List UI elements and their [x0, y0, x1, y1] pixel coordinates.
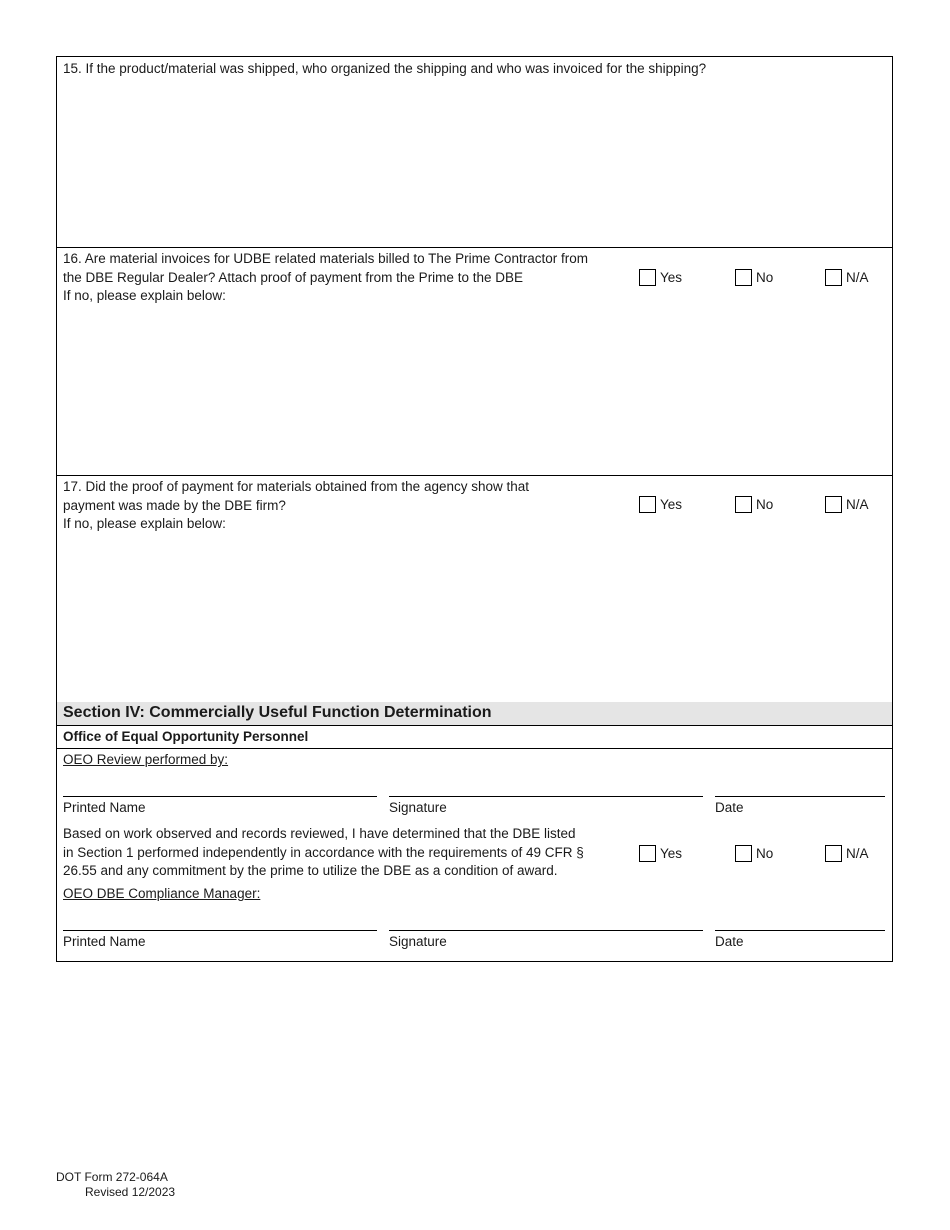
review-signature-line[interactable] — [389, 796, 703, 797]
question-15 — [57, 57, 892, 248]
q17-yes-checkbox[interactable] — [639, 496, 656, 513]
q17-na-checkbox[interactable] — [825, 496, 842, 513]
question-17-options — [637, 496, 887, 516]
det-yes-checkbox[interactable] — [639, 845, 656, 862]
manager-printed-name-line[interactable] — [63, 930, 377, 931]
det-no-checkbox[interactable] — [735, 845, 752, 862]
manager-signature-line[interactable] — [389, 930, 703, 931]
det-na-checkbox[interactable] — [825, 845, 842, 862]
q16-no-checkbox[interactable] — [735, 269, 752, 286]
q16-na-checkbox[interactable] — [825, 269, 842, 286]
q16-yes-label: Yes — [660, 270, 683, 285]
compliance-manager-label: OEO DBE Compliance Manager: — [63, 886, 261, 901]
question-17 — [57, 475, 892, 703]
q16-yes-option[interactable] — [639, 269, 682, 286]
statement-line-3: 26.55 and any commitment by the prime to utilize the DBE as a condition of award. — [63, 863, 558, 879]
statement-line-1: Based on work observed and records reviewed, I have determined that the DBE listed — [63, 826, 576, 841]
question-15-text: 15. If the product/material was shipped, who organized the shipping and who was invoiced for the shipping? — [63, 61, 707, 76]
q16-yes-checkbox[interactable] — [639, 269, 656, 286]
review-printed-name-line[interactable] — [63, 796, 377, 797]
question-16-line-3: If no, please explain below: — [63, 288, 226, 304]
det-na-option[interactable] — [825, 845, 869, 862]
section-4-title: Section IV: Commercially Useful Function Determination — [63, 704, 492, 721]
det-yes-option[interactable] — [639, 845, 682, 862]
signature-section — [57, 749, 892, 961]
det-no-label: No — [756, 846, 774, 861]
review-date-line[interactable] — [715, 796, 885, 797]
q16-na-option[interactable] — [825, 269, 869, 286]
q16-no-label: No — [756, 270, 774, 285]
form-footer — [56, 1170, 175, 1200]
oep-personnel-row — [57, 726, 892, 749]
determination-statement — [63, 825, 584, 881]
q17-yes-label: Yes — [660, 497, 683, 512]
question-16 — [57, 247, 892, 476]
determination-options — [637, 845, 887, 865]
review-printed-name-caption: Printed Name — [63, 800, 146, 815]
section-4-header — [57, 702, 892, 726]
det-yes-label: Yes — [660, 846, 683, 861]
question-16-options — [637, 269, 887, 289]
manager-signature-caption: Signature — [389, 934, 447, 949]
question-16-line-2: the DBE Regular Dealer? Attach proof of payment from the Prime to the DBE — [63, 269, 523, 285]
q17-na-option[interactable] — [825, 496, 869, 513]
question-17-line-2: payment was made by the DBE firm? — [63, 497, 286, 513]
q17-na-label: N/A — [846, 497, 869, 512]
question-16-line-1: 16. Are material invoices for UDBE related materials billed to The Prime Contractor from — [63, 251, 588, 266]
oep-personnel-title: Office of Equal Opportunity Personnel — [63, 729, 309, 744]
form-number: DOT Form 272-064A — [56, 1170, 168, 1184]
q16-na-label: N/A — [846, 270, 869, 285]
oep-review-label: OEO Review performed by: — [63, 752, 229, 767]
q17-yes-option[interactable] — [639, 496, 682, 513]
review-date-caption: Date — [715, 800, 744, 815]
q16-no-option[interactable] — [735, 269, 773, 286]
q17-no-option[interactable] — [735, 496, 773, 513]
manager-date-line[interactable] — [715, 930, 885, 931]
revision-date: Revised 12/2023 — [85, 1185, 176, 1199]
statement-line-2: in Section 1 performed independently in accordance with the requirements of 49 CFR § — [63, 844, 584, 860]
det-no-option[interactable] — [735, 845, 773, 862]
question-17-line-3: If no, please explain below: — [63, 516, 226, 532]
review-signature-caption: Signature — [389, 800, 447, 815]
manager-date-caption: Date — [715, 934, 744, 949]
manager-printed-name-caption: Printed Name — [63, 934, 146, 949]
question-17-line-1: 17. Did the proof of payment for materials obtained from the agency show that — [63, 479, 530, 494]
form-page — [56, 56, 893, 962]
det-na-label: N/A — [846, 846, 869, 861]
q17-no-checkbox[interactable] — [735, 496, 752, 513]
q17-no-label: No — [756, 497, 774, 512]
